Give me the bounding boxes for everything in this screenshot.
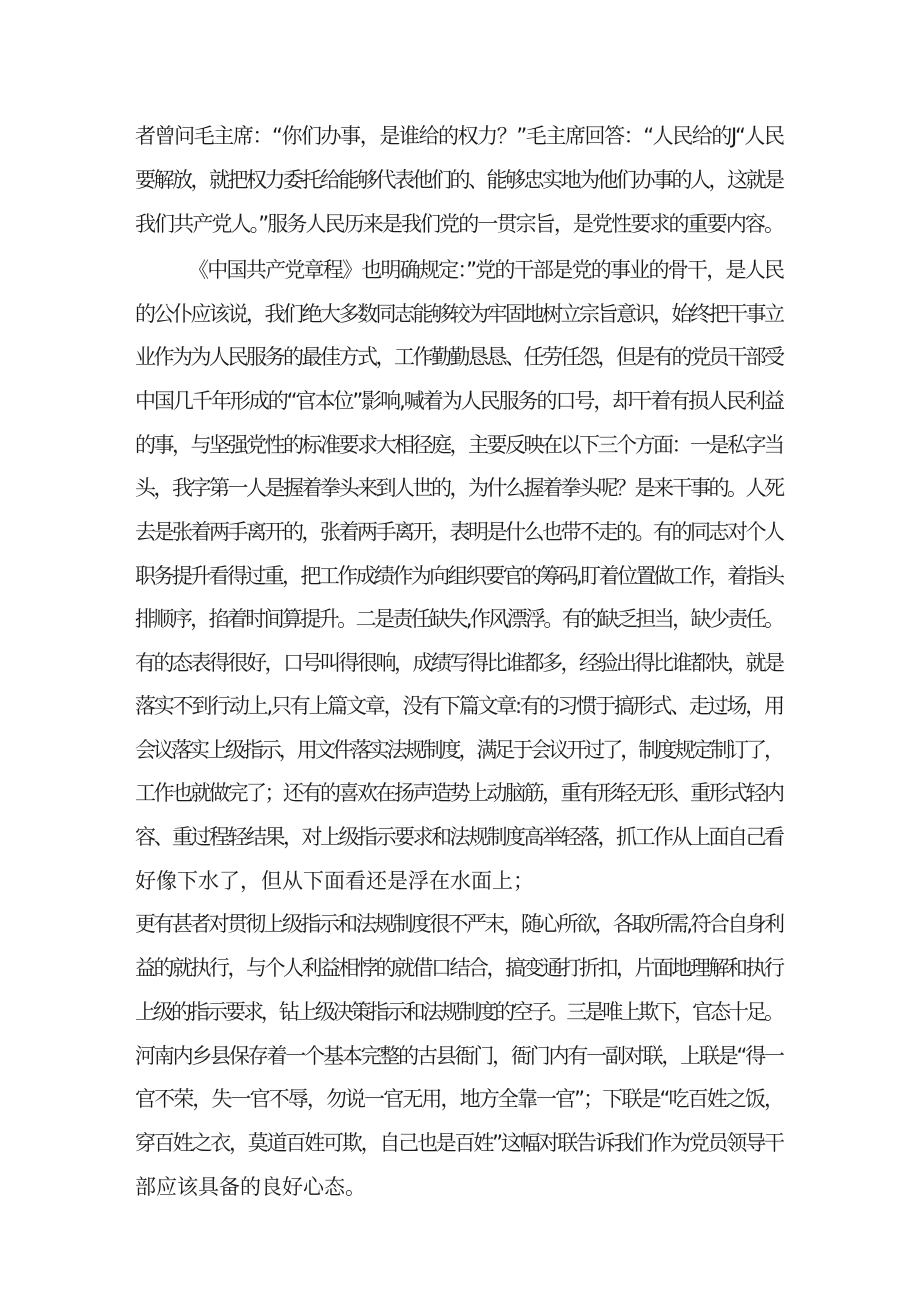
text-line: 上级的指示要求，钻上级决策指示和法规制度的空子。三是唯上欺下，官态十足。 [135,1000,782,1024]
text-line: 穿百姓之衣，莫道百姓可欺，自己也是百姓”这幅对联告诉我们作为党员领导干 [135,1131,783,1155]
text-line: 好像下水了，但从下面看还是浮在水面上； [135,869,534,893]
text-line: 中国几千年形成的“官本位”影响,喊着为人民服务的口号，却干着有损人民利益 [135,389,783,413]
text-line: 《中国共产党章程》也明确规定：”党的干部是党的事业的骨干，是人民 [188,258,784,282]
text-line: 要解放，就把权力委托给能够代表他们的、能够忠实地为他们办事的人，这就是 [135,168,783,192]
text-line: 有的态表得很好，口号叫得很响，成绩写得比谁都多，经验出得比谁都快，就是 [135,651,783,675]
text-line: 会议落实上级指示，用文件落实法规制度，满足于会议开过了，制度规定制订了， [135,738,782,762]
text-line: 头，我字第一人是握着拳头来到人世的，为什么握着拳头呢？是来干事的。人死 [135,476,783,500]
text-line: 更有甚者对贯彻上级指示和法规制度很不严末，随心所欲，各取所需,符合自身利 [135,912,783,936]
text-line: 河南内乡县保存着一个基本完整的古县衙门，衙门内有一副对联，上联是“得一 [135,1044,783,1068]
text-line: 的事，与坚强党性的标准要求大相径庭，主要反映在以下三个方面：一是私字当 [135,433,783,457]
text-line: 职务提升看得过重，把工作成绩作为向组织要官的筹码,盯着位置做工作，着指头 [135,564,783,588]
text-line: 者曾问毛主席：“你们办事，是谁给的权力？”毛主席回答：“人民给的J“人民 [135,124,784,148]
text-line: 去是张着两手离开的，张着两手离开，表明是什么也带不走的。有的同志对个人 [135,520,783,544]
text-line: 我们共产党人。”服务人民历来是我们党的一贯宗旨，是党性要求的重要内容。 [135,212,784,236]
text-line: 官不荣，失一官不辱，勿说一官无用，地方全靠一官”；下联是“吃百姓之饭， [135,1087,784,1111]
text-line: 益的就执行，与个人利益相悖的就借口结合，搞变通打折扣，片面地理解和执行 [135,956,783,980]
text-line: 的公仆应该说，我们绝大多数同志能够较为牢固地树立宗旨意识，始终把干事立 [135,302,783,326]
text-line: 落实不到行动上,只有上篇文章，没有下篇文章:有的习惯于搞形式、走过场，用 [135,694,783,718]
text-line: 工作也就做完了；还有的喜欢在扬声造势上动脑筋，重有形轻无形、重形式轻内 [135,781,783,805]
text-line: 部应该具备的良好心态。 [135,1175,366,1199]
text-line: 排顺序，掐着时间算提升。二是责任缺失,作风漂浮。有的缺乏担当，缺少责任。 [135,607,783,631]
text-line: 容、重过程轻结果，对上级指示要求和法规制度高举轻落，抓工作从上面自己看 [135,825,783,849]
text-line: 业作为为人民服务的最佳方式，工作勤勤恳恳、任劳任怨，但是有的党员干部受 [135,345,783,369]
